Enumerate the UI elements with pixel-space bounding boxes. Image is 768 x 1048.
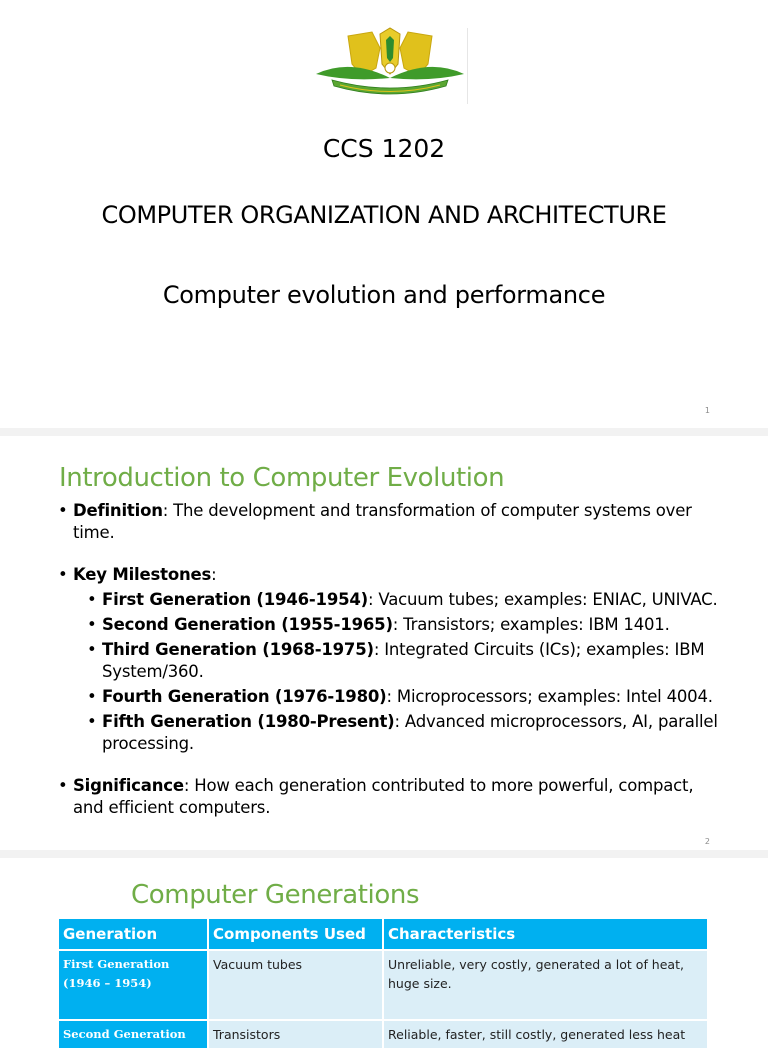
slide-subtitle: Computer evolution and performance xyxy=(162,281,606,309)
university-crest-logo xyxy=(310,24,470,104)
slide-1 xyxy=(0,0,768,428)
course-code: CCS 1202 xyxy=(322,134,446,163)
column-header-components: Components Used xyxy=(208,919,383,950)
bullet-list xyxy=(58,500,718,819)
cell-characteristics: Unreliable, very costly, generated a lot of heat, huge size. xyxy=(383,950,708,1020)
bullet-text: : Transistors; examples: IBM 1401. xyxy=(392,615,670,634)
bullet-text: : Vacuum tubes; examples: ENIAC, UNIVAC. xyxy=(368,590,718,609)
slide-separator xyxy=(0,850,768,858)
cell-components: Vacuum tubes xyxy=(208,950,383,1020)
course-title: COMPUTER ORGANIZATION AND ARCHITECTURE xyxy=(101,201,667,229)
bullet-label: Definition xyxy=(73,501,163,520)
page-number: 1 xyxy=(704,406,710,415)
cell-generation: Second Generation xyxy=(59,1020,208,1048)
slide-3 xyxy=(0,858,768,1042)
page-number: 2 xyxy=(704,837,710,846)
bullet-label: Second Generation (1955-1965) xyxy=(102,615,393,634)
sub-bullet-fifth-generation xyxy=(58,711,718,755)
bullet-key-milestones xyxy=(58,564,718,586)
bullet-text: : xyxy=(211,565,217,584)
slide-separator xyxy=(0,428,768,436)
bullet-label: Third Generation (1968-1975) xyxy=(102,640,374,659)
bullet-label: Key Milestones xyxy=(73,565,212,584)
cell-characteristics: Reliable, faster, still costly, generated less heat xyxy=(383,1020,708,1048)
column-header-generation: Generation xyxy=(59,919,208,950)
cell-components: Transistors xyxy=(208,1020,383,1048)
table-row xyxy=(59,950,708,1020)
bullet-definition xyxy=(58,500,718,544)
sub-bullet-second-generation xyxy=(58,614,718,636)
table-row xyxy=(59,1020,708,1048)
bullet-significance xyxy=(58,775,718,819)
cell-generation: First Generation (1946 – 1954) xyxy=(59,950,208,1020)
slide-2 xyxy=(0,436,768,850)
bullet-text: : Advanced microprocessors, AI, parallel processing. xyxy=(102,712,718,753)
generations-table xyxy=(59,919,709,1048)
sub-bullet-first-generation xyxy=(58,589,718,611)
slide-title: Computer Generations xyxy=(131,880,420,910)
sub-bullet-fourth-generation xyxy=(58,686,718,708)
sub-bullet-third-generation xyxy=(58,639,718,683)
slide-title: Introduction to Computer Evolution xyxy=(59,463,505,493)
bullet-label: Fourth Generation (1976-1980) xyxy=(102,687,387,706)
bullet-text: : How each generation contributed to more powerful, compact, and efficient computers. xyxy=(73,776,694,817)
bullet-label: First Generation (1946-1954) xyxy=(102,590,369,609)
bullet-label: Fifth Generation (1980-Present) xyxy=(102,712,395,731)
column-header-characteristics: Characteristics xyxy=(383,919,708,950)
bullet-label: Significance xyxy=(73,776,184,795)
table-header-row xyxy=(59,919,708,950)
logo-divider xyxy=(467,28,468,104)
bullet-text: : The development and transformation of computer systems over time. xyxy=(73,501,692,542)
bullet-text: : Microprocessors; examples: Intel 4004. xyxy=(386,687,713,706)
bullet-text: : Integrated Circuits (ICs); examples: IBM System/360. xyxy=(102,640,705,681)
